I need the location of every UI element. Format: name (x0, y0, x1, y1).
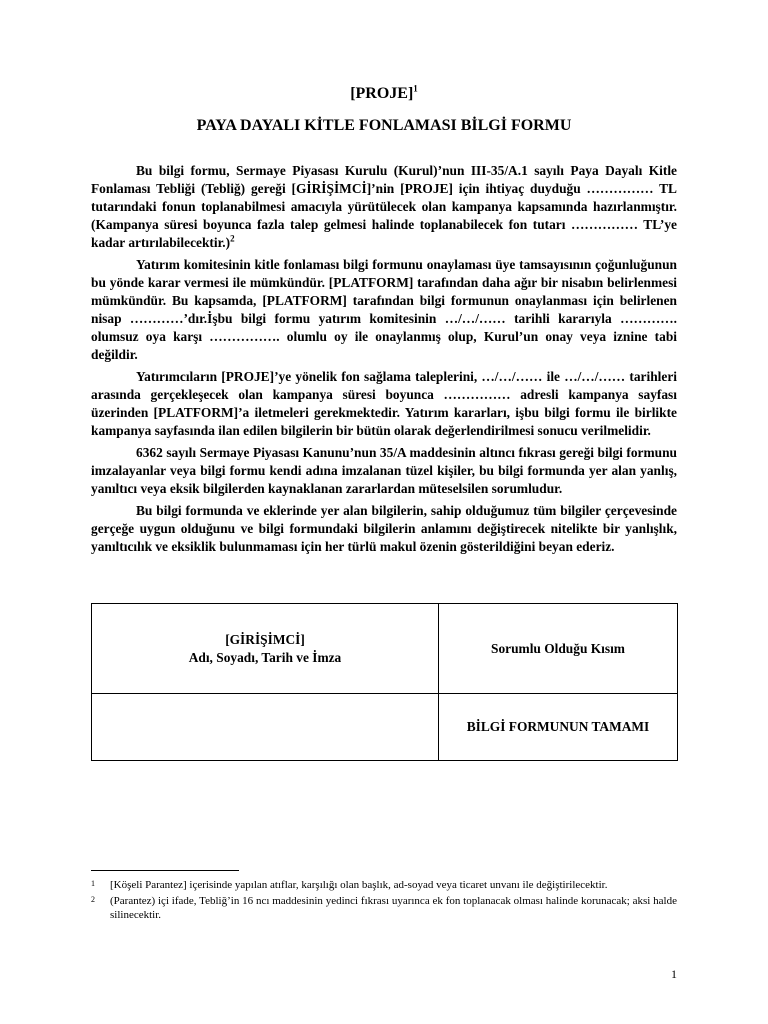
footnotes (91, 878, 677, 924)
paragraph-text: Yatırımcıların [PROJE]’ye yönelik fon sağlama taleplerini, …/…/…… ile …/…/…… tarihleri arasında gerçekleşecek olan kampanya süresi boyunca …………… adresli kampanya sayfası üzerinden [PLATFORM]’a iletmeleri gerekmektedir. Yatırım kararları, işbu bilgi formu ile birlikte kampanya sayfasında ilan edilen bilgilerin bir bütün olarak değerlendirilmesi sonucu verilmelidir. (91, 369, 677, 438)
page-number: 1 (671, 967, 677, 981)
footnote-ref-1: 1 (413, 83, 418, 94)
signature-cell (92, 694, 439, 761)
footnote (91, 878, 677, 892)
paragraph-declaration (91, 502, 677, 556)
project-tag: [PROJE] (350, 85, 414, 102)
paragraph-text: Bu bilgi formu, Sermaye Piyasası Kurulu (Kurul)’nun III-35/A.1 sayılı Paya Dayalı Kitle Fonlaması Tebliği (Tebliğ) gereği [GİRİŞİMCİ]’nin [PROJE] için ihtiyaç duyduğu …………… TL tutarındaki fonun toplanabilmesi amacıyla yürütülecek olan kampanya kapsamında hazırlanmıştır. (Kampanya süresi boyunca fazla talep gelmesi halinde toplanabilecek fon tutarı …………… TL’ye kadar artırılabilecektir.) (91, 163, 677, 250)
footnote-text: (Parantez) içi ifade, Tebliğ’in 16 ncı maddesinin yedinci fıkrası uyarınca ek fon toplanacak olması halinde korunacak; aksi halde silinecektir. (110, 895, 677, 921)
footnote-separator (91, 870, 239, 871)
paragraph-intro (91, 162, 677, 252)
paragraph-text: 6362 sayılı Sermaye Piyasası Kanunu’nun 35/A maddesinin altıncı fıkrası gereği bilgi formunu imzalayanlar veya bilgi formu kendi adına imzalanan tüzel kişiler, bu bilgi formunda yer alan yanlış, yanıltıcı veya eksik bilgilerden kaynaklanan zararlardan müteselsilen sorumludur. (91, 445, 677, 496)
paragraph-text: Bu bilgi formunda ve eklerinde yer alan bilgilerin, sahip olduğumuz tüm bilgiler çerçevesinde gerçeğe uygun olduğunu ve bilgi formundaki bilgilerin anlamını değiştirecek nitelikte bir yanlışlık, yanıltıcılık ve eksiklik bulunmaması için her türlü makul özenin gösterildiğini beyan ederiz. (91, 503, 677, 554)
signature-table (91, 603, 678, 761)
form-title: PAYA DAYALI KİTLE FONLAMASI BİLGİ FORMU (196, 117, 572, 134)
signatory-header-cell (92, 604, 439, 694)
responsibility-header-cell: Sorumlu Olduğu Kısım (439, 604, 678, 694)
signature-fields-label: Adı, Soyadı, Tarih ve İmza (188, 649, 342, 665)
footnote (91, 894, 677, 922)
responsibility-cell: BİLGİ FORMUNUN TAMAMI (439, 694, 678, 761)
footnote-mark: 2 (91, 895, 95, 904)
paragraph-liability (91, 444, 677, 498)
footnote-ref-2: 2 (230, 233, 235, 244)
paragraph-committee (91, 256, 677, 364)
paragraph-investors (91, 368, 677, 440)
entrepreneur-label: [GİRİŞİMCİ] (225, 631, 305, 647)
paragraph-text: Yatırım komitesinin kitle fonlaması bilgi formunu onaylaması üye tamsayısının çoğunluğunun bu yönde karar vermesi ile mümkündür. [PLATFORM] tarafından daha ağır bir nisabın belirlenmesi mümkündür. Bu kapsamda, [PLATFORM] tarafından bilgi formunun onaylanması için belirlenen nisap …………’dır.İşbu bilgi formu yatırım komitesinin …/…/…… tarihli kararıyla …………. olumsuz oya karşı ……………. olumlu oy ile onaylanmış olup, Kurul’un onay veya iznine tabi değildir. (91, 257, 677, 362)
signature-table-body-row (92, 694, 678, 761)
project-heading (91, 84, 677, 104)
footnote-mark: 1 (91, 879, 95, 888)
footnote-text: [Köşeli Parantez] içerisinde yapılan atıflar, karşılığı olan başlık, ad-soyad veya ticaret unvanı ile değiştirilecektir. (110, 879, 608, 891)
document-page (91, 84, 677, 556)
signature-table-header-row (92, 604, 678, 694)
